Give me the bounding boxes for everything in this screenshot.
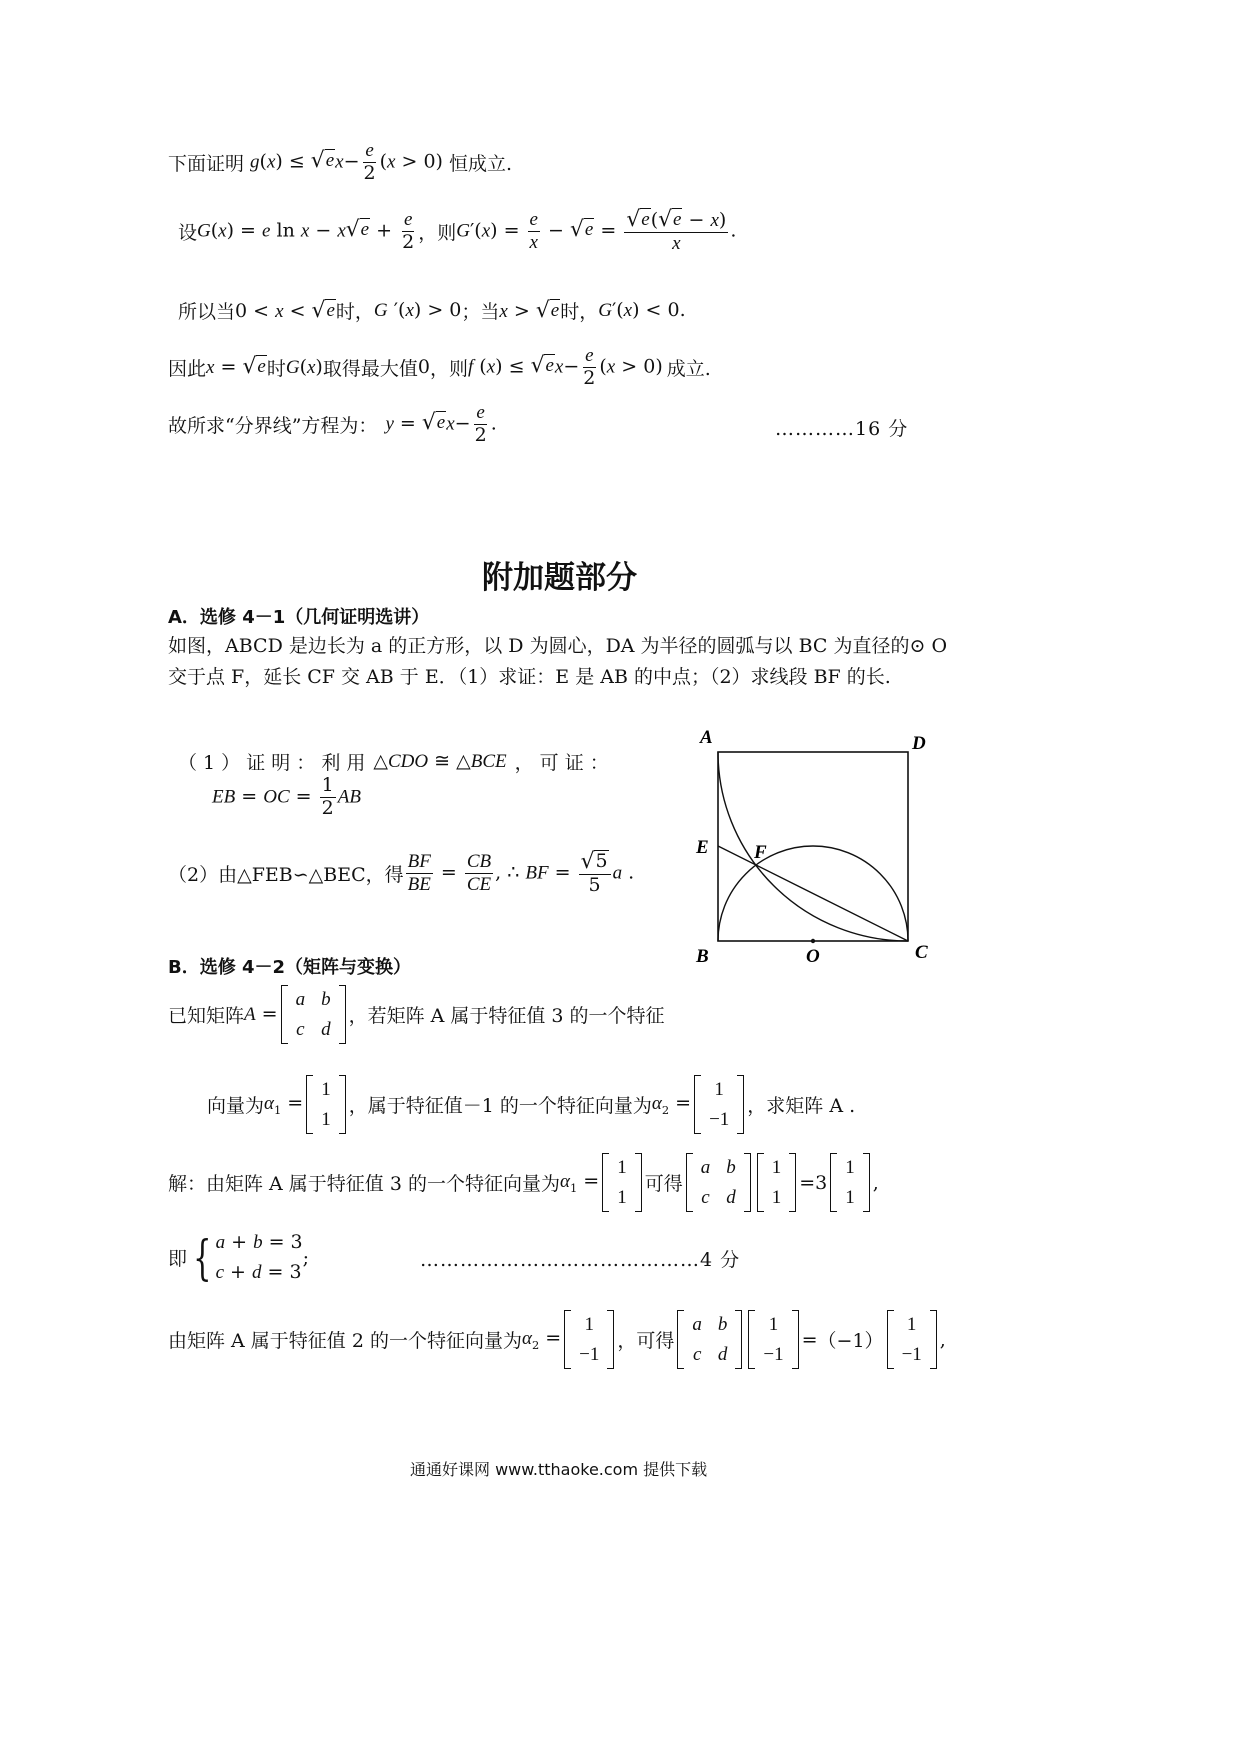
proof-line-4: 因此 x = √ e 时 G(x) 取得最大值 0 ，则 f (x) ≤ √ e x− $\frac{e}{2}$ (x > 0) 成立. — [168, 345, 711, 389]
line4-suffix: 成立. — [666, 357, 711, 380]
proof-line-5: 故所求“分界线”方程为： y = √ e x− $\frac{e}{2}$ . — [168, 402, 497, 446]
line5-text: 故所求“分界线”方程为： — [168, 414, 378, 437]
partB-s3-mid: ，可得 — [617, 1330, 675, 1353]
partB-q1-suffix: ，若矩阵 A 属于特征值 3 的一个特征 — [348, 1005, 665, 1028]
line3-sep: ；当 — [461, 301, 500, 323]
solution-vector-3: 1 1 — [830, 1153, 870, 1212]
partA-proof-1-label: （ 1 ） 证 明 ： 利 用 — [178, 752, 366, 774]
partA-heading: A．选修 4－1（几何证明选讲） — [168, 607, 430, 628]
line5-score: …………16 分 — [775, 418, 909, 440]
page-footer: 通通好课网 www.tthaoke.com 提供下载 — [410, 1460, 708, 1479]
line4-max: 取得最大值 — [322, 357, 418, 380]
vector-alpha1: 1 1 — [306, 1075, 346, 1134]
geometry-figure — [690, 725, 940, 970]
line4-mid: 时 — [266, 357, 286, 380]
partB-solution-2: 即 { a + b = 3 c + d = 3 ; — [168, 1229, 310, 1286]
partB-q2-prefix: 向量为 — [207, 1095, 265, 1118]
line1-suffix: 恒成立. — [448, 152, 513, 175]
equation-system: { a + b = 3 c + d = 3 — [193, 1229, 303, 1286]
partB-question-1: 已知矩阵 A = a b c d ，若矩阵 A 属于特征值 3 的一个特征 — [168, 985, 665, 1044]
partA-proof-1: （ 1 ） 证 明 ： 利 用 △CDO ≅ △BCE ， 可 证 ： — [178, 750, 609, 774]
partA-proof-2-prefix: （2）由△FEB∽△BEC，得 — [168, 863, 404, 886]
partB-s1-mid: 可得 — [644, 1173, 683, 1196]
partB-solution-1: 解：由矩阵 A 属于特征值 3 的一个特征向量为 $\alpha_1$ = 1 1 可得 a b c d 1 1 =3 1 1 , — [168, 1153, 879, 1212]
partB-q2-mid: ，属于特征值－1 的一个特征向量为 — [348, 1095, 652, 1118]
partB-s1-prefix: 解：由矩阵 A 属于特征值 3 的一个特征向量为 — [168, 1173, 560, 1196]
partB-s3-coef: （−1） — [817, 1330, 884, 1353]
solution-vector-4: 1 −1 — [564, 1310, 614, 1369]
label-e: E — [696, 837, 709, 858]
line3-prefix: 所以当 — [178, 301, 236, 323]
partB-heading: B．选修 4－2（矩阵与变换） — [168, 957, 412, 978]
partB-s2-prefix: 即 — [168, 1248, 188, 1270]
partB-solution-3: 由矩阵 A 属于特征值 2 的一个特征向量为 $\alpha_2$ = 1 −1 ，可得 a b c d 1 −1 = （−1） 1 −1 , — [168, 1310, 946, 1369]
label-f: F — [754, 842, 767, 863]
line2-set: 设 — [178, 221, 198, 244]
label-o: O — [806, 946, 820, 967]
solution-vector-2: 1 1 — [757, 1153, 797, 1212]
line3-when1: 时， — [335, 301, 374, 323]
label-a: A — [700, 727, 713, 748]
partA-question-1: 如图，ABCD 是边长为 a 的正方形，以 D 为圆心，DA 为半径的圆弧与以 BC 为直径的⊙ O — [168, 635, 948, 657]
partA-proof-2: （2）由△FEB∽△BEC，得 $\frac{BF}{BE}$ = $\frac{CB}{CE}$ , ∴ BF = √ 5 5 a . — [168, 849, 635, 896]
partB-q2-suffix: ，求矩阵 A . — [747, 1095, 856, 1118]
line4-then: ，则 — [429, 357, 468, 380]
label-c: C — [915, 942, 928, 963]
label-b: B — [696, 946, 709, 967]
section-title: 附加题部分 — [482, 560, 637, 596]
line1-text: 下面证明 — [168, 152, 245, 175]
point-o — [811, 939, 815, 943]
partB-q1-prefix: 已知矩阵 — [168, 1005, 245, 1028]
label-d: D — [912, 733, 926, 754]
proof-line-1: 下面证明 g(x) ≤ √ e x− $\frac{e}{2}$ (x > 0) 恒成立. — [168, 140, 513, 184]
partA-proof-1-mid: ， 可 证 ： — [514, 752, 609, 774]
solution-matrix-1: a b c d — [686, 1153, 751, 1212]
line3-when2: 时， — [560, 301, 599, 323]
partB-question-2: 向量为 $\alpha_1$ = 1 1 ，属于特征值－1 的一个特征向量为 $\alpha_2$ = 1 −1 ，求矩阵 A . — [207, 1075, 855, 1134]
partA-question-2: 交于点 F，延长 CF 交 AB 于 E．（1）求证：E 是 AB 的中点；（2）求线段 BF 的长. — [168, 666, 891, 688]
vector-alpha2: 1 −1 — [694, 1075, 744, 1134]
partB-s3-prefix: 由矩阵 A 属于特征值 2 的一个特征向量为 — [168, 1330, 522, 1353]
partB-s2-score: ……………………………………4 分 — [420, 1249, 741, 1271]
solution-vector-6: 1 −1 — [887, 1310, 937, 1369]
partA-proof-1-eq: EB = OC = $\frac{1}{2}$ AB — [212, 774, 361, 819]
proof-line-3: 所以当 0 < x < √ e 时， G ′(x) > 0 ；当 x > √ e 时， G′(x) < 0. — [178, 297, 686, 323]
segment-ce — [718, 846, 908, 941]
proof-line-2: 设 G(x) = e ln x − x √ e + $\frac{e}{2}$ ，则 G′(x) = $\frac{e}{x}$ − √ e = √ e ( √ e − x) x . — [178, 207, 737, 254]
solution-vector-1: 1 1 — [602, 1153, 642, 1212]
line4-prefix: 因此 — [168, 357, 207, 380]
solution-matrix-2: a b c d — [677, 1310, 742, 1369]
matrix-a: a b c d — [281, 985, 346, 1044]
line2-then: ，则 — [418, 221, 457, 244]
solution-vector-5: 1 −1 — [748, 1310, 798, 1369]
